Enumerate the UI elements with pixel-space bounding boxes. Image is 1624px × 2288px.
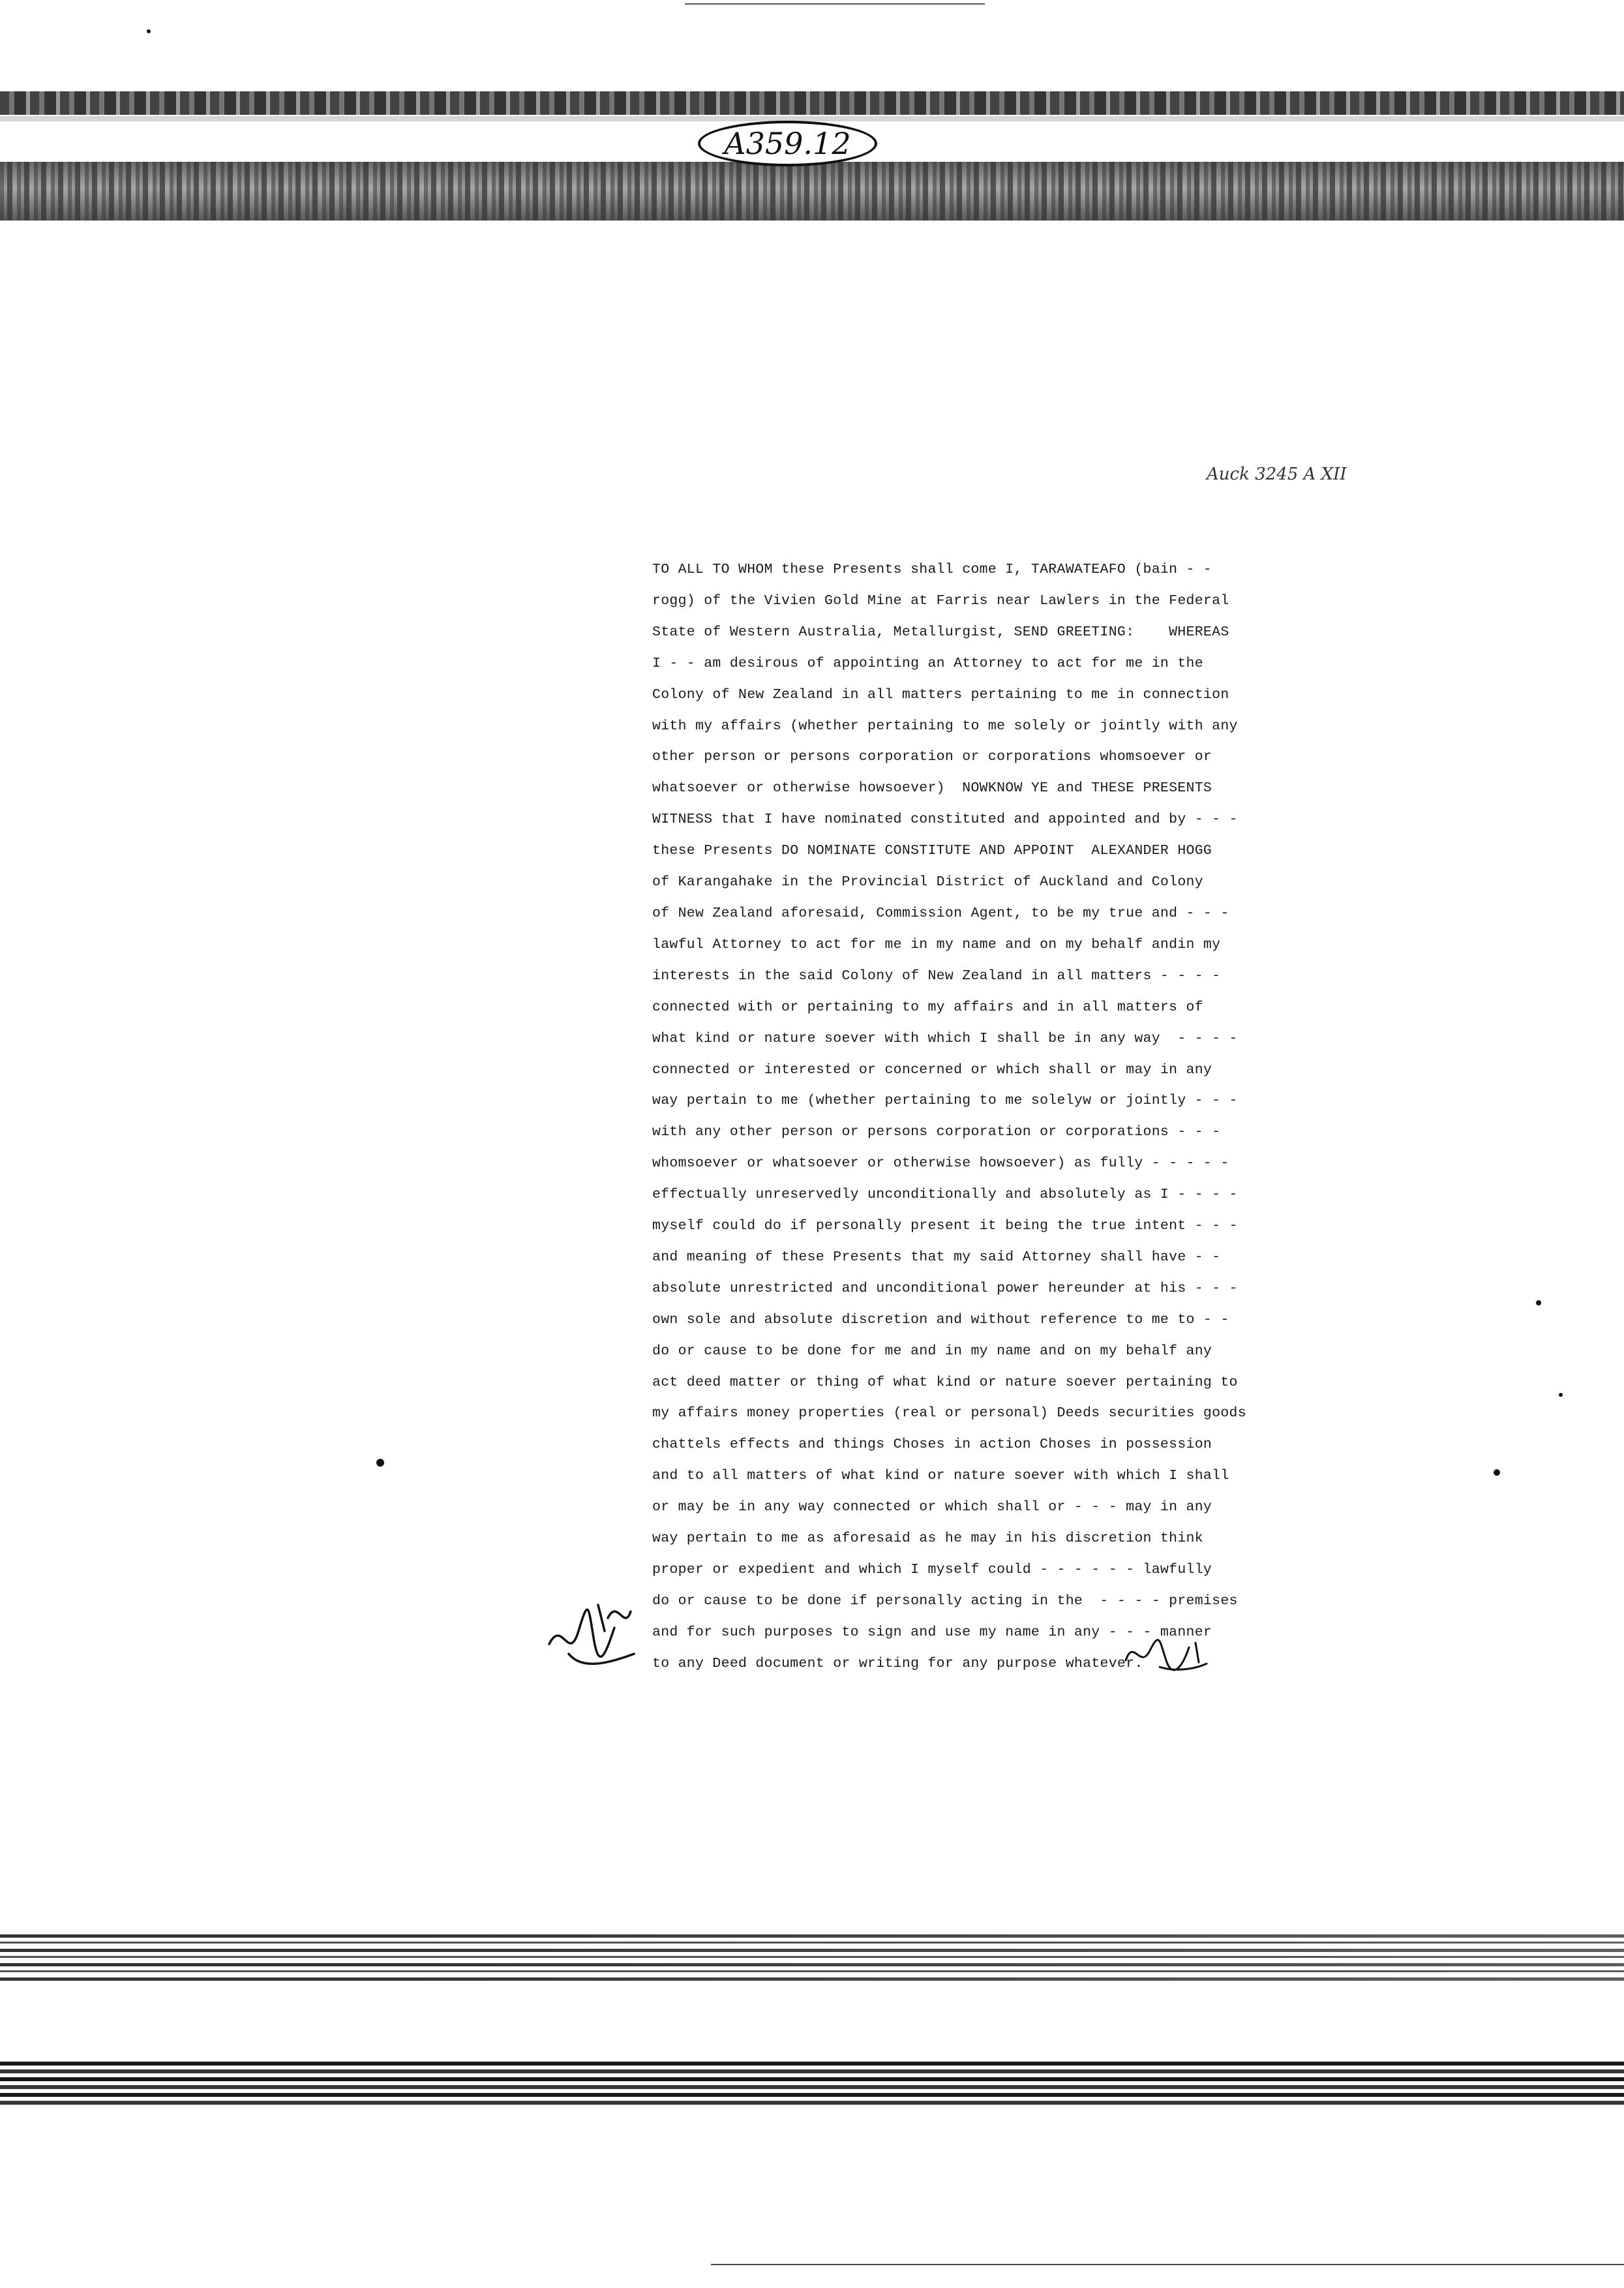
deed-line: or may be in any way connected or which shall or - - - may in any — [652, 1499, 1212, 1516]
deed-text-block — [652, 555, 1324, 1680]
deed-line: State of Western Australia, Metallurgist, SEND GREETING: WHEREAS — [652, 624, 1229, 640]
deed-line: do or cause to be done if personally acting in the - - - - premises — [652, 1593, 1238, 1609]
deed-line: TO ALL TO WHOM these Presents shall come I, TARAWATEAFO (bain - - — [652, 562, 1212, 577]
deed-line: other person or persons corporation or corporations whomsoever or — [652, 749, 1212, 765]
scan-speck — [376, 1459, 384, 1467]
deed-line: what kind or nature soever with which I shall be in any way - - - - — [652, 1030, 1238, 1046]
deed-line: myself could do if personally present it being the true intent - - - — [652, 1218, 1238, 1234]
scan-speck — [1536, 1300, 1541, 1305]
deed-line: way pertain to me as aforesaid as he may in his discretion think — [652, 1531, 1203, 1547]
deed-line: of New Zealand aforesaid, Commission Agent, to be my true and - - - — [652, 905, 1229, 921]
deed-line: absolute unrestricted and unconditional power hereunder at his - - - — [652, 1280, 1238, 1296]
deed-line: and for such purposes to sign and use my name in any - - - manner — [652, 1624, 1212, 1640]
photocopy-band-bottom-lower — [0, 2062, 1624, 2109]
photocopy-band-top — [0, 91, 1624, 115]
deed-line: lawful Attorney to act for me in my name and on my behalf andin my — [652, 936, 1221, 953]
deed-line: these Presents DO NOMINATE CONSTITUTE AND APPOINT ALEXANDER HOGG — [652, 843, 1212, 859]
deed-line: act deed matter or thing of what kind or nature soever pertaining to — [652, 1374, 1238, 1390]
deed-line: and meaning of these Presents that my said Attorney shall have - - — [652, 1249, 1221, 1265]
accession-note: Auck 3245 A XII — [1207, 465, 1347, 484]
deed-line: my affairs money properties (real or personal) Deeds securities goods — [652, 1405, 1246, 1422]
handwritten-initials-icon — [1120, 1631, 1212, 1677]
scan-speck — [1494, 1469, 1500, 1476]
deed-line: connected or interested or concerned or which shall or may in any — [652, 1061, 1212, 1078]
deed-line: and to all matters of what kind or nature soever with which I shall — [652, 1468, 1229, 1484]
deed-line: of Karangahake in the Provincial District of Auckland and Colony — [652, 874, 1203, 891]
deed-line: with my affairs (whether pertaining to me solely or jointly with any — [652, 718, 1238, 734]
deed-line: way pertain to me (whether pertaining to me solelyw or jointly - - - — [652, 1093, 1238, 1109]
deed-line: whatsoever or otherwise howsoever) NOWKNOW YE and THESE PRESENTS — [652, 780, 1212, 797]
scan-edge-line — [711, 2264, 1624, 2265]
circled-reference-number — [698, 121, 877, 166]
deed-line: connected with or pertaining to my affairs and in all matters of — [652, 999, 1203, 1015]
deed-line: do or cause to be done for me and in my name and on my behalf any — [652, 1343, 1212, 1359]
scan-speck — [147, 29, 151, 33]
deed-line: with any other person or persons corporation or corporations - - - — [652, 1124, 1221, 1140]
deed-line: WITNESS that I have nominated constituted and appointed and by - - - — [652, 812, 1238, 828]
scan-speck — [1559, 1393, 1563, 1397]
deed-line: to any Deed document or writing for any purpose whatever. — [652, 1655, 1143, 1671]
deed-line: proper or expedient and which I myself could - - - - - - lawfully — [652, 1562, 1212, 1578]
deed-line: own sole and absolute discretion and without reference to me to - - — [652, 1311, 1229, 1328]
photocopy-band-top-thin — [0, 116, 1624, 121]
deed-line: I - - am desirous of appointing an Attorney to act for me in the — [652, 655, 1203, 671]
photocopy-band-bottom — [0, 1934, 1624, 1981]
deed-line: whomsoever or whatsoever or otherwise howsoever) as fully - - - - - — [652, 1155, 1229, 1172]
deed-line: chattels effects and things Choses in action Choses in possession — [652, 1437, 1212, 1453]
reference-number-text: A359.12 — [724, 126, 851, 161]
scan-edge-line — [685, 3, 985, 5]
deed-line: effectually unreservedly unconditionally and absolutely as I - - - - — [652, 1187, 1238, 1203]
deed-line: rogg) of the Vivien Gold Mine at Farris near Lawlers in the Federal — [652, 592, 1229, 609]
deed-line: interests in the said Colony of New Zealand in all matters - - - - — [652, 968, 1221, 984]
deed-line: Colony of New Zealand in all matters pertaining to me in connection — [652, 686, 1229, 703]
photocopy-band-top-wide — [0, 162, 1624, 221]
handwritten-initials-icon — [543, 1592, 640, 1677]
